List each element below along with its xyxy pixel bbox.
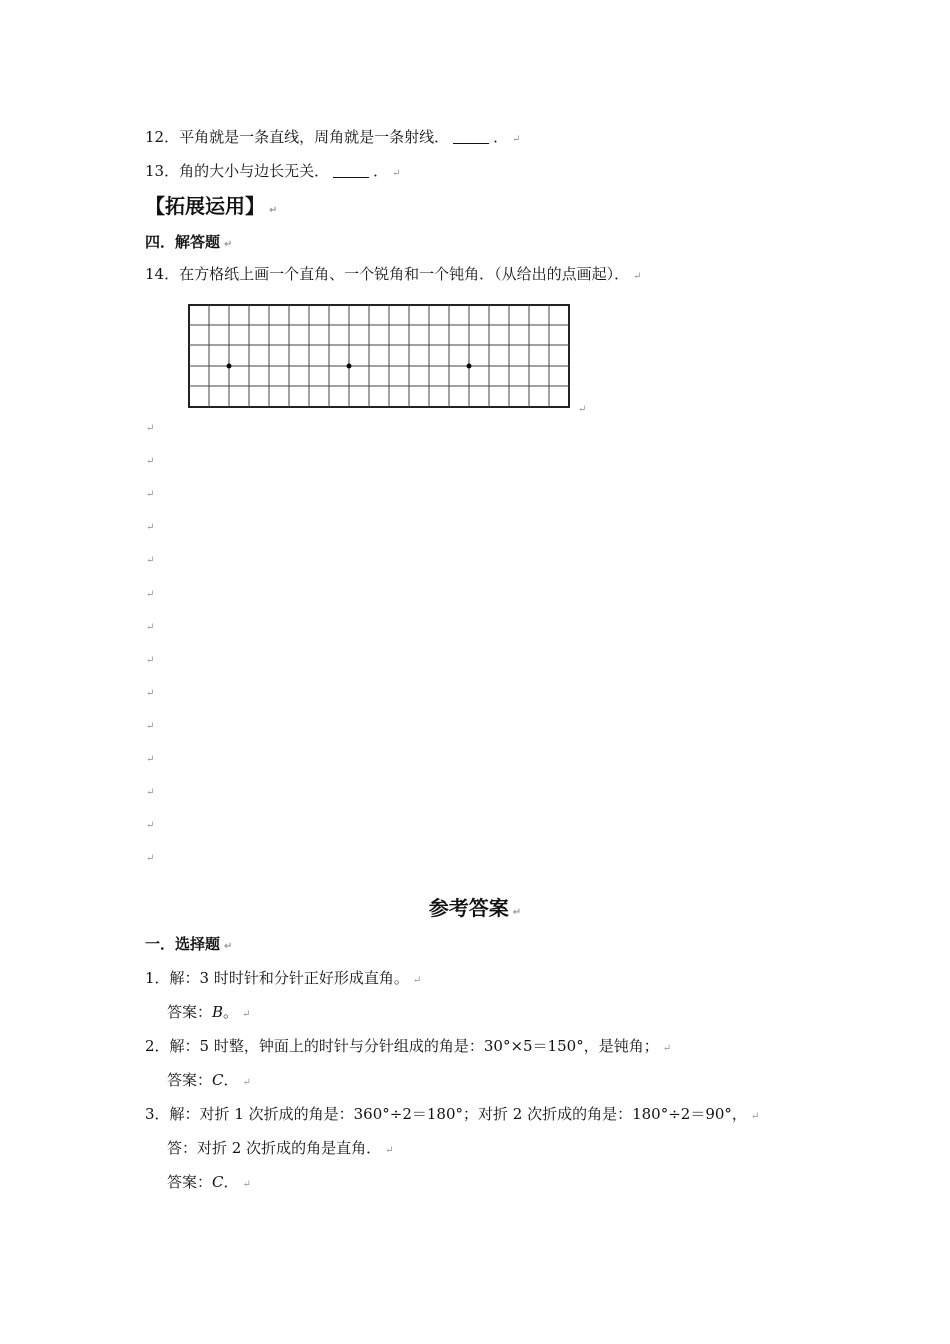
paragraph-mark-icon: ↵ xyxy=(633,271,642,282)
answer-1-solution: 1．解：3 时时针和分针正好形成直角。 ↵ xyxy=(145,969,422,987)
question-14 xyxy=(145,264,642,287)
paragraph-mark-icon: ↵ xyxy=(146,787,155,798)
paragraph-mark-icon: ↵ xyxy=(578,404,587,415)
paragraph-mark-icon: ↵ xyxy=(242,1179,251,1190)
paragraph-mark-icon: ↵ xyxy=(392,168,401,179)
paragraph-mark-icon: ↵ xyxy=(146,721,155,732)
paragraph-mark-icon: ↵ xyxy=(224,941,233,952)
paragraph-mark-icon: ↵ xyxy=(146,589,155,600)
paragraph-mark-icon: ↵ xyxy=(269,205,278,216)
answer-choice: C xyxy=(212,1071,224,1089)
paragraph-mark-icon: ↵ xyxy=(512,134,521,145)
answer-2-solution: 2．解：5 时整，钟面上的时针与分针组成的角是：30°×5＝150°，是钝角； ↵ xyxy=(145,1037,672,1055)
paragraph-mark-icon: ↵ xyxy=(146,820,155,831)
question-text: 角的大小与边长无关． xyxy=(179,162,330,180)
question-13: 13．角的大小与边长无关． ． ↵ xyxy=(145,162,401,180)
answer-2-result: 答案：C． ↵ xyxy=(167,1071,251,1089)
grid-paper-svg xyxy=(188,304,578,416)
paragraph-mark-icon: ↵ xyxy=(224,239,233,250)
paragraph-mark-icon: ↵ xyxy=(146,688,155,699)
paragraph-mark-icon: ↵ xyxy=(146,555,155,566)
answers-title: 参考答案 ↵ xyxy=(428,896,522,920)
paragraph-mark-icon: ↵ xyxy=(512,907,522,918)
paragraph-mark-icon: ↵ xyxy=(750,1111,760,1122)
answer-choice: C xyxy=(212,1173,224,1191)
question-12: 12．平角就是一条直线，周角就是一条射线． ． ↵ xyxy=(145,128,521,146)
paragraph-mark-icon: ↵ xyxy=(242,1077,251,1088)
question-number: 13． xyxy=(145,162,180,180)
question-number: 12． xyxy=(145,128,180,146)
answer-3-conclusion: 答：对折 2 次折成的角是直角． ↵ xyxy=(167,1139,394,1157)
subheading-answer-questions: 四．解答题 ↵ xyxy=(145,233,233,251)
question-text: 平角就是一条直线，周角就是一条射线． xyxy=(179,128,450,146)
paragraph-mark-icon: ↵ xyxy=(146,456,155,467)
paragraph-mark-icon: ↵ xyxy=(146,754,155,765)
question-text: 在方格纸上画一个直角、一个锐角和一个钝角．（从给出的点画起）． xyxy=(179,265,630,283)
answer-choice: B xyxy=(212,1003,224,1021)
answer-3-solution: 3．解：对折 1 次折成的角是：360°÷2＝180°；对折 2 次折成的角是：180°÷2＝90°， ↵ xyxy=(145,1105,760,1123)
paragraph-mark-icon: ↵ xyxy=(146,522,155,533)
start-point-2[interactable] xyxy=(347,364,352,369)
paragraph-mark-icon: ↵ xyxy=(146,622,155,633)
paragraph-mark-icon: ↵ xyxy=(662,1043,672,1054)
answer-blank[interactable] xyxy=(333,163,369,178)
paragraph-mark-icon: ↵ xyxy=(146,489,155,500)
paragraph-mark-icon: ↵ xyxy=(146,655,155,666)
paragraph-mark-icon: ↵ xyxy=(412,975,422,986)
paragraph-mark-icon: ↵ xyxy=(146,853,155,864)
paragraph-mark-icon: ↵ xyxy=(385,1145,394,1156)
subheading-multiple-choice: 一．选择题 ↵ xyxy=(145,935,233,953)
section-heading-extension: 【拓展运用】 ↵ xyxy=(145,194,278,218)
paragraph-mark-icon: ↵ xyxy=(146,423,155,434)
answer-3-result: 答案：C． ↵ xyxy=(167,1173,251,1191)
paragraph-mark-icon: ↵ xyxy=(242,1009,251,1020)
question-number: 14． xyxy=(145,265,180,283)
start-point-1[interactable] xyxy=(227,364,232,369)
grid-paper[interactable] xyxy=(188,304,578,420)
grid-border xyxy=(189,305,569,407)
answer-1-result: 答案：B。 ↵ xyxy=(167,1003,251,1021)
answer-blank[interactable] xyxy=(453,129,489,144)
start-point-3[interactable] xyxy=(467,364,472,369)
